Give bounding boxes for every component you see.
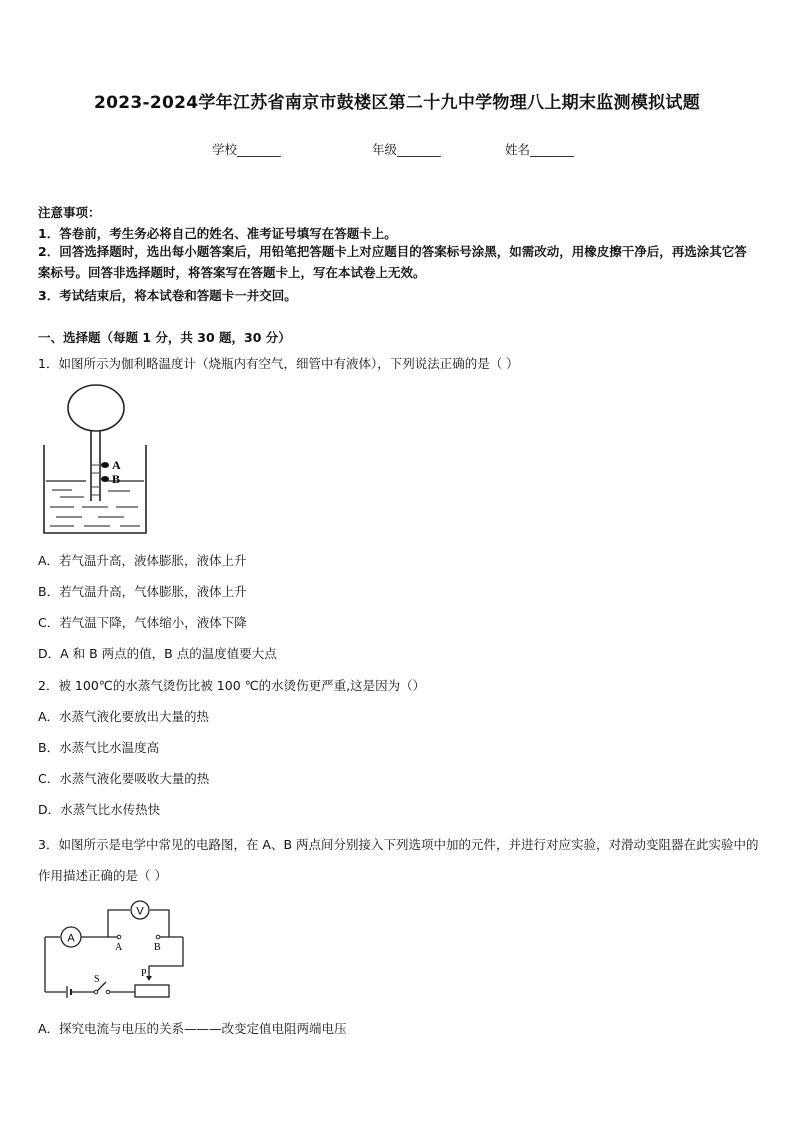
q2-option-d: D．水蒸气比水传热快 (38, 802, 161, 817)
thermometer-figure (38, 383, 153, 538)
point-b-label: B (154, 942, 161, 953)
notice-item-2: 2．回答选择题时，选出每小题答案后，用铅笔把答题卡上对应题目的答案标号涂黑，如需改动，用橡皮擦干净后，再选涂其它答案标号。回答非选择题时，将答案写在答题卡上，写在本试卷上无效。 (38, 244, 747, 280)
circuit-figure (38, 896, 188, 1001)
switch-s-label: S (94, 974, 100, 985)
q2-option-c: C．水蒸气液化要吸收大量的热 (38, 771, 210, 786)
q1-option-d: D．A 和 B 两点的值，B 点的温度值要大点 (38, 646, 277, 661)
ammeter-label: A (67, 932, 75, 945)
page-title: 2023-2024学年江苏省南京市鼓楼区第二十九中学物理八上期末监测模拟试题 (93, 93, 701, 113)
notice-item-1: 1．答卷前，考生务必将自己的姓名、准考证号填写在答题卡上。 (38, 226, 397, 241)
point-a-label: A (112, 458, 121, 472)
q1-option-a: A．若气温升高，液体膨胀，液体上升 (38, 553, 247, 568)
name-field[interactable]: 姓名_______ (505, 142, 574, 157)
q1-option-c: C．若气温下降，气体缩小，液体下降 (38, 615, 247, 630)
point-a-label: A (115, 942, 123, 953)
notice-heading: 注意事项： (38, 205, 101, 220)
voltmeter-label: V (136, 905, 144, 918)
q2-stem: 2．被 100℃的水蒸气烫伤比被 100 ℃的水烫伤更严重,这是因为（） (38, 678, 426, 693)
q1-option-b: B．若气温升高，气体膨胀，液体上升 (38, 584, 247, 599)
school-field[interactable]: 学校_______ (212, 142, 281, 157)
notice-item-3: 3．考试结束后，将本试卷和答题卡一并交回。 (38, 288, 297, 303)
point-b-label: B (112, 472, 121, 486)
q3-stem: 3．如图所示是电学中常见的电路图，在 A、B 两点间分别接入下列选项中加的元件，并进行对应实验，对滑动变阻器在此实验中的作用描述正确的是（ ） (38, 837, 759, 883)
q3-option-a: A．探究电流与电压的关系———改变定值电阻两端电压 (38, 1021, 347, 1036)
section-heading: 一、选择题（每题 1 分，共 30 题，30 分） (38, 330, 291, 345)
q1-stem: 1．如图所示为伽利略温度计（烧瓶内有空气，细管中有液体），下列说法正确的是（ ） (38, 356, 519, 371)
slider-p-label: P (141, 968, 147, 979)
q2-option-a: A．水蒸气液化要放出大量的热 (38, 709, 210, 724)
grade-field[interactable]: 年级_______ (372, 142, 441, 157)
q2-option-b: B．水蒸气比水温度高 (38, 740, 160, 755)
